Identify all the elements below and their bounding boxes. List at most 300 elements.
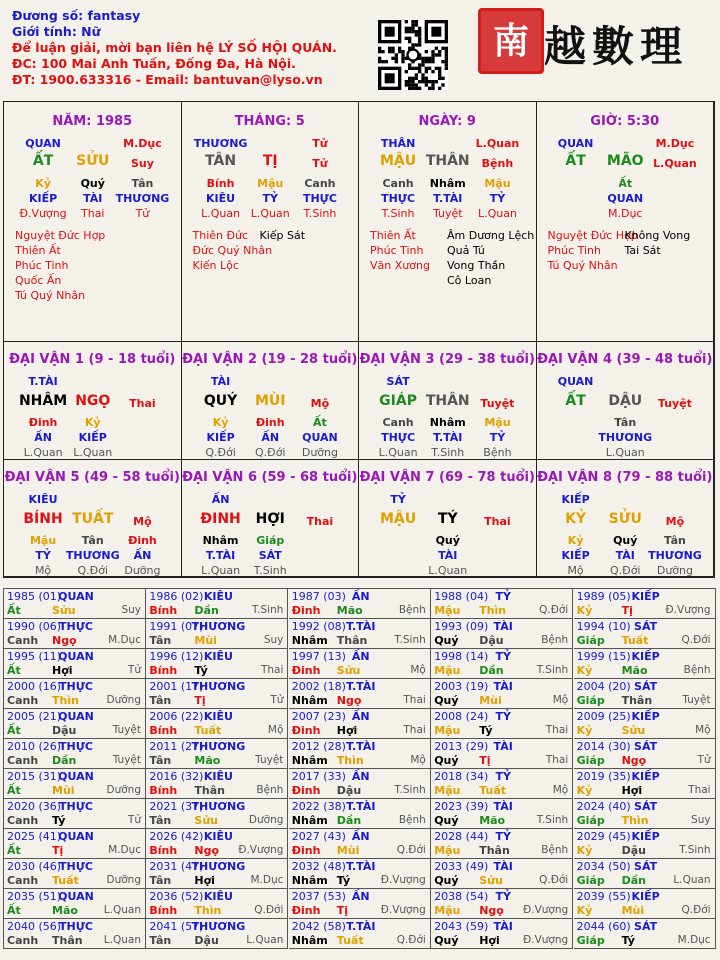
dai-van-god: QUAN xyxy=(557,375,594,388)
year-label: 2024 (40) xyxy=(576,800,631,813)
hidden-stem: Kỷ xyxy=(84,416,101,429)
year-god: KIẾP xyxy=(631,830,660,843)
hidden-phase: Q.Đới xyxy=(77,564,108,577)
year-phase: Đ.Vượng xyxy=(523,934,569,946)
dai-van-cell xyxy=(4,342,182,460)
year-can: Bính xyxy=(149,904,178,917)
year-cell xyxy=(431,799,573,829)
year-cell xyxy=(431,589,573,619)
dai-van-title: ĐẠI VẬN 1 (9 - 18 tuổi) xyxy=(9,352,176,367)
dai-van-god: KIÊU xyxy=(28,493,58,506)
year-phase: T.Sinh xyxy=(394,784,426,796)
year-chi: Hợi xyxy=(479,934,500,947)
year-phase: Mộ xyxy=(695,724,711,736)
dai-van-title: ĐẠI VẬN 6 (59 - 68 tuổi) xyxy=(182,470,358,485)
year-chi: Mùi xyxy=(621,904,645,917)
hidden-god: SÁT xyxy=(258,549,282,562)
year-god: THỰC xyxy=(59,680,93,693)
star-item: Không Vong xyxy=(624,229,691,242)
hidden-phase: Q.Đới xyxy=(255,446,286,459)
year-label: 2027 (43) xyxy=(291,830,346,843)
year-cell xyxy=(4,889,146,919)
year-label: 2042 (58) xyxy=(291,920,346,933)
pillar-chi: MÃO xyxy=(606,153,644,169)
year-chi: Mão xyxy=(194,754,221,767)
year-god: ẤN xyxy=(351,830,370,843)
hidden-god: ẤN xyxy=(133,549,152,562)
year-cell xyxy=(574,919,716,949)
year-cell xyxy=(146,889,288,919)
hidden-god: TỶ xyxy=(489,431,506,444)
year-god: T.TÀI xyxy=(346,680,376,693)
year-can: Kỷ xyxy=(576,604,593,617)
year-chi: Ngọ xyxy=(52,634,77,647)
year-can: Đinh xyxy=(291,904,321,917)
dai-van-can: ẤT xyxy=(565,393,586,409)
year-god: KIẾP xyxy=(631,890,660,903)
pillar-title: NĂM: 1985 xyxy=(52,114,133,129)
year-can: Canh xyxy=(7,694,39,707)
year-can: Nhâm xyxy=(291,694,328,707)
year-can: Nhâm xyxy=(291,934,328,947)
year-chi: Tuất xyxy=(479,784,506,797)
year-chi: Hợi xyxy=(336,724,358,737)
year-god: THƯƠNG xyxy=(191,800,246,813)
year-god: SÁT xyxy=(634,860,658,873)
pillar-can: ẤT xyxy=(565,153,586,169)
year-can: Ất xyxy=(7,904,21,917)
dai-van-can: GIÁP xyxy=(379,393,417,409)
year-phase: T.Sinh xyxy=(394,634,426,646)
year-cell xyxy=(574,769,716,799)
year-cell xyxy=(4,679,146,709)
star-item: Đức Quý Nhân xyxy=(192,244,273,257)
star-item: Nguyệt Đức Hợp xyxy=(547,229,638,242)
info-line: ĐC: 100 Mai Anh Tuấn, Đống Đa, Hà Nội. xyxy=(12,56,296,71)
year-phase: Mộ xyxy=(267,724,284,736)
year-phase: Q.Đới xyxy=(681,904,711,916)
pillar-can: TÂN xyxy=(205,153,237,169)
year-chi: Hợi xyxy=(621,784,643,797)
year-label: 2044 (60) xyxy=(576,920,631,933)
stars-list xyxy=(15,228,105,303)
year-phase: Đ.Vượng xyxy=(380,874,426,886)
hidden-god: T.TÀI xyxy=(205,549,236,562)
year-label: 1994 (10) xyxy=(576,620,631,633)
year-chi: Mùi xyxy=(52,784,75,797)
year-god: KIẾP xyxy=(631,650,660,663)
star-item: Tú Quý Nhân xyxy=(547,259,618,272)
dai-van-cell xyxy=(537,460,715,577)
hidden-phase: T.Sinh xyxy=(431,446,465,459)
year-label: 2029 (45) xyxy=(576,830,631,843)
hidden-god: KIÊU xyxy=(206,192,236,205)
dai-van-god: ẤN xyxy=(211,493,230,506)
year-can: Kỷ xyxy=(576,724,593,737)
year-can: Quý xyxy=(434,694,459,707)
year-god: TÀI xyxy=(493,620,513,633)
year-chi: Mùi xyxy=(336,844,360,857)
year-god: THỰC xyxy=(59,740,93,753)
year-cell xyxy=(574,889,716,919)
hidden-phase: L.Quan xyxy=(378,446,418,459)
year-label: 2010 (26) xyxy=(7,740,62,753)
pillar-cell xyxy=(182,102,360,342)
year-cell xyxy=(289,649,431,679)
pillar-title: THÁNG: 5 xyxy=(234,114,305,129)
dai-van-chi: THÂN xyxy=(425,393,470,409)
year-label: 1993 (09) xyxy=(434,620,489,633)
year-can: Tân xyxy=(149,754,172,767)
year-god: SÁT xyxy=(634,620,658,633)
year-can: Đinh xyxy=(291,784,321,797)
year-chi: Tuất xyxy=(194,724,222,737)
year-cell xyxy=(4,619,146,649)
year-cell xyxy=(146,679,288,709)
year-phase: M.Dục xyxy=(250,874,284,886)
year-label: 2007 (23) xyxy=(291,710,346,723)
year-phase: Đ.Vượng xyxy=(523,904,569,916)
year-cell xyxy=(289,739,431,769)
dai-van-chi: MÙI xyxy=(254,393,286,409)
year-cell xyxy=(289,889,431,919)
pillar-god: THƯƠNG xyxy=(193,137,248,150)
year-can: Canh xyxy=(7,634,39,647)
hidden-phase: Tử xyxy=(135,207,150,220)
info-line: Để luận giải, mời bạn liên hệ LÝ SỐ HỘI QUÁN. xyxy=(12,40,337,55)
year-god: T.TÀI xyxy=(346,920,376,933)
hidden-god: KIẾP xyxy=(206,431,235,444)
info-line: Đương số: fantasy xyxy=(12,8,141,23)
star-item: Thiên Ất xyxy=(15,244,61,257)
year-can: Bính xyxy=(149,844,178,857)
year-can: Mậu xyxy=(434,844,461,857)
year-god: THỰC xyxy=(59,920,93,933)
dai-van-god: SÁT xyxy=(386,375,410,388)
dai-van-title: ĐẠI VẬN 4 (39 - 48 tuổi) xyxy=(537,352,713,367)
year-god: TỶ xyxy=(495,710,511,723)
year-god: TỶ xyxy=(495,890,511,903)
logo-text: 越數理 xyxy=(544,22,689,71)
year-can: Đinh xyxy=(291,724,321,737)
year-cell xyxy=(289,619,431,649)
year-cell xyxy=(574,589,716,619)
pillar-chi: THÂN xyxy=(425,153,470,169)
year-cell xyxy=(146,919,288,949)
year-label: 1989 (05) xyxy=(576,590,631,603)
hidden-stem: Ất xyxy=(313,416,327,429)
year-can: Quý xyxy=(434,634,459,647)
year-can: Ất xyxy=(7,724,21,737)
hidden-stem: Đinh xyxy=(28,416,58,429)
hidden-god: T.TÀI xyxy=(433,431,463,444)
year-can: Giáp xyxy=(576,694,605,707)
year-label: 2030 (46) xyxy=(7,860,62,873)
year-phase: T.Sinh xyxy=(251,604,284,616)
year-god: TÀI xyxy=(493,740,513,753)
pillar-god: THÂN xyxy=(380,137,416,150)
logo-seal-icon: 南 xyxy=(478,8,544,74)
hidden-phase: L.Quan xyxy=(73,446,113,459)
year-god: QUAN xyxy=(58,770,94,783)
hidden-god: TỶ xyxy=(262,192,278,205)
chart-grid xyxy=(3,101,715,578)
year-cell xyxy=(4,769,146,799)
year-phase: Tuyệt xyxy=(112,754,141,766)
pillar-cell xyxy=(4,102,182,342)
hidden-stem: Bính xyxy=(206,177,235,190)
year-can: Tân xyxy=(149,874,172,887)
year-phase: T.Sinh xyxy=(536,664,569,676)
dai-van-chi: TUẤT xyxy=(72,511,114,527)
year-god: TÀI xyxy=(493,800,513,813)
info-line: ĐT: 1900.633316 - Email: bantuvan@lyso.vn xyxy=(12,72,323,87)
star-item: Văn Xương xyxy=(370,259,430,272)
year-cell xyxy=(431,619,573,649)
hidden-stem: Canh xyxy=(304,177,336,190)
year-cell xyxy=(431,829,573,859)
hidden-stem: Quý xyxy=(613,534,638,547)
year-can: Quý xyxy=(434,874,459,887)
year-cell xyxy=(146,709,288,739)
year-cell xyxy=(574,859,716,889)
year-cell xyxy=(574,679,716,709)
year-phase: M.Dục xyxy=(677,934,711,946)
star-item: Nguyệt Đức Hợp xyxy=(15,229,106,242)
year-chi: Thìn xyxy=(336,754,364,767)
year-cell xyxy=(4,649,146,679)
year-phase: Đ.Vượng xyxy=(380,904,426,916)
year-phase: Thai xyxy=(545,724,569,736)
pillar-chi-phase: Tử xyxy=(312,157,328,170)
dai-van-can: NHÂM xyxy=(18,393,68,409)
year-phase: Q.Đới xyxy=(396,934,426,946)
stars-list xyxy=(370,228,430,273)
year-label: 2012 (28) xyxy=(291,740,346,753)
year-label: 2004 (20) xyxy=(576,680,631,693)
year-chi: Hợi xyxy=(194,874,215,887)
year-cell xyxy=(4,739,146,769)
year-can: Kỷ xyxy=(576,904,593,917)
year-chi: Tị xyxy=(479,754,491,767)
year-can: Ất xyxy=(7,844,21,857)
year-god: T.TÀI xyxy=(346,860,376,873)
year-god: KIÊU xyxy=(203,890,233,903)
year-god: TỶ xyxy=(495,770,511,783)
year-phase: Dưỡng xyxy=(106,874,141,886)
year-label: 2037 (53) xyxy=(291,890,346,903)
dai-van-title: ĐẠI VẬN 7 (69 - 78 tuổi) xyxy=(359,470,535,485)
year-cell xyxy=(146,829,288,859)
year-label: 2038 (54) xyxy=(434,890,489,903)
year-phase: Q.Đới xyxy=(539,604,569,616)
year-phase: Suy xyxy=(263,634,284,646)
year-cell xyxy=(574,739,716,769)
star-item: Cô Loan xyxy=(447,274,492,287)
year-can: Đinh xyxy=(291,844,321,857)
hidden-god: QUAN xyxy=(607,192,644,205)
star-item: Kiếp Sát xyxy=(259,229,306,242)
year-chi: Mão xyxy=(479,814,506,827)
year-can: Bính xyxy=(149,664,178,677)
year-can: Quý xyxy=(434,934,459,947)
dai-van-title: ĐẠI VẬN 2 (19 - 28 tuổi) xyxy=(182,352,358,367)
hidden-god: T.TÀI xyxy=(433,192,463,205)
year-label: 1998 (14) xyxy=(434,650,489,663)
year-phase: Bệnh xyxy=(398,814,426,826)
hidden-stem: Mậu xyxy=(257,177,284,190)
year-can: Mậu xyxy=(434,904,461,917)
year-chi: Dậu xyxy=(336,784,362,797)
year-chi: Mão xyxy=(336,604,363,617)
stars-list-bad xyxy=(447,228,534,288)
year-phase: Suy xyxy=(691,814,711,826)
pillar-phase: L.Quan xyxy=(475,137,520,150)
year-label: 2008 (24) xyxy=(434,710,489,723)
dai-van-chi: TÝ xyxy=(437,511,458,527)
pillar-can: MẬU xyxy=(379,153,417,169)
hidden-stem: Tân xyxy=(81,534,104,547)
hidden-phase: Q.Đới xyxy=(205,446,236,459)
year-label: 1985 (01) xyxy=(7,590,62,603)
year-chi: Mùi xyxy=(479,694,502,707)
pillar-phase: M.Dục xyxy=(123,137,162,150)
year-phase: L.Quan xyxy=(103,904,141,916)
year-phase: M.Dục xyxy=(108,844,141,856)
year-can: Giáp xyxy=(576,754,605,767)
year-phase: Bệnh xyxy=(683,664,711,676)
year-label: 2009 (25) xyxy=(576,710,631,723)
pillar-cell xyxy=(537,102,715,342)
year-cell xyxy=(289,919,431,949)
pillar-chi-phase: Bệnh xyxy=(481,157,514,170)
year-cell xyxy=(146,799,288,829)
year-chi: Hợi xyxy=(52,664,73,677)
year-phase: L.Quan xyxy=(103,934,141,946)
year-phase: Tử xyxy=(697,754,711,766)
year-chi: Thìn xyxy=(52,694,79,707)
hidden-phase: Tuyệt xyxy=(432,207,463,220)
year-can: Quý xyxy=(434,814,459,827)
hidden-god: TỶ xyxy=(35,549,51,562)
hidden-stem: Kỷ xyxy=(567,534,584,547)
star-item: Thiên Đức xyxy=(192,229,249,242)
year-label: 2019 (35) xyxy=(576,770,631,783)
year-phase: Tuyệt xyxy=(682,694,711,706)
year-label: 2021 (37) xyxy=(149,800,204,813)
year-can: Bính xyxy=(149,724,178,737)
info-line: Giới tính: Nữ xyxy=(12,24,101,39)
year-cell xyxy=(289,829,431,859)
year-chi: Ngọ xyxy=(194,844,220,857)
hidden-stem: Ất xyxy=(618,177,633,190)
year-cell xyxy=(431,679,573,709)
hidden-phase: L.Quan xyxy=(201,564,241,577)
year-god: KIẾP xyxy=(631,710,660,723)
year-cell xyxy=(146,649,288,679)
year-can: Bính xyxy=(149,604,178,617)
hidden-stem: Quý xyxy=(435,534,460,547)
hidden-phase: Mộ xyxy=(34,564,52,577)
hidden-stem: Nhâm xyxy=(202,534,239,547)
dai-van-phase: Thai xyxy=(129,397,156,410)
year-cell xyxy=(574,619,716,649)
hidden-stem: Canh xyxy=(382,177,414,190)
year-chi: Dậu xyxy=(621,844,646,857)
hidden-phase: Thai xyxy=(81,207,105,220)
year-label: 2005 (21) xyxy=(7,710,62,723)
hidden-stem: Mậu xyxy=(484,177,511,190)
year-phase: Mộ xyxy=(552,694,569,706)
dai-van-chi: NGỌ xyxy=(75,393,111,409)
pillar-chi-phase: L.Quan xyxy=(653,157,697,170)
dai-van-can: QUÝ xyxy=(203,393,238,409)
year-can: Kỷ xyxy=(576,784,593,797)
year-can: Tân xyxy=(149,814,172,827)
year-god: QUAN xyxy=(58,590,94,603)
dai-van-god: T.TÀI xyxy=(28,375,58,388)
pillar-god: QUAN xyxy=(557,137,594,150)
year-chi: Ngọ xyxy=(479,904,504,917)
year-chi: Dậu xyxy=(52,724,77,737)
year-god: TỶ xyxy=(495,830,511,843)
year-label: 1986 (02) xyxy=(149,590,204,603)
year-god: T.TÀI xyxy=(346,620,376,633)
year-cell xyxy=(574,709,716,739)
year-label: 2006 (22) xyxy=(149,710,204,723)
year-label: 2036 (52) xyxy=(149,890,204,903)
year-chi: Thân xyxy=(336,634,368,647)
year-chi: Thân xyxy=(621,694,653,707)
year-phase: Đ.Vượng xyxy=(665,604,711,616)
hidden-stem: Canh xyxy=(382,416,414,429)
dai-van-god: TỶ xyxy=(390,493,406,506)
year-god: TỶ xyxy=(495,590,511,603)
year-cell xyxy=(146,619,288,649)
pillar-chi: SỬU xyxy=(76,153,110,169)
dai-van-can: BÍNH xyxy=(23,511,63,527)
year-can: Tân xyxy=(149,694,172,707)
year-god: KIÊU xyxy=(203,650,233,663)
dai-van-phase: Mộ xyxy=(665,515,685,528)
year-god: THƯƠNG xyxy=(191,620,246,633)
year-chi: Dậu xyxy=(194,934,219,947)
hidden-phase: L.Quan xyxy=(201,207,241,220)
year-god: T.TÀI xyxy=(346,740,376,753)
hidden-phase: T.Sinh xyxy=(303,207,337,220)
year-can: Giáp xyxy=(576,874,605,887)
year-god: SÁT xyxy=(634,800,658,813)
hidden-stem: Kỷ xyxy=(35,177,51,190)
year-phase: Thai xyxy=(688,784,711,796)
year-chi: Dậu xyxy=(479,634,504,647)
year-can: Mậu xyxy=(434,784,461,797)
dai-van-chi: HỢI xyxy=(255,511,285,527)
year-phase: Tuyệt xyxy=(255,754,284,766)
year-can: Ất xyxy=(7,784,21,797)
year-label: 2018 (34) xyxy=(434,770,489,783)
star-item: Kiến Lộc xyxy=(192,259,239,272)
year-chi: Tuất xyxy=(52,874,79,887)
year-label: 2011 (27) xyxy=(149,740,204,753)
year-god: TÀI xyxy=(493,920,513,933)
year-label: 2035 (51) xyxy=(7,890,62,903)
year-chi: Tị xyxy=(52,844,64,857)
year-label: 2028 (44) xyxy=(434,830,489,843)
year-can: Mậu xyxy=(434,604,461,617)
year-cell xyxy=(4,589,146,619)
year-label: 2026 (42) xyxy=(149,830,204,843)
